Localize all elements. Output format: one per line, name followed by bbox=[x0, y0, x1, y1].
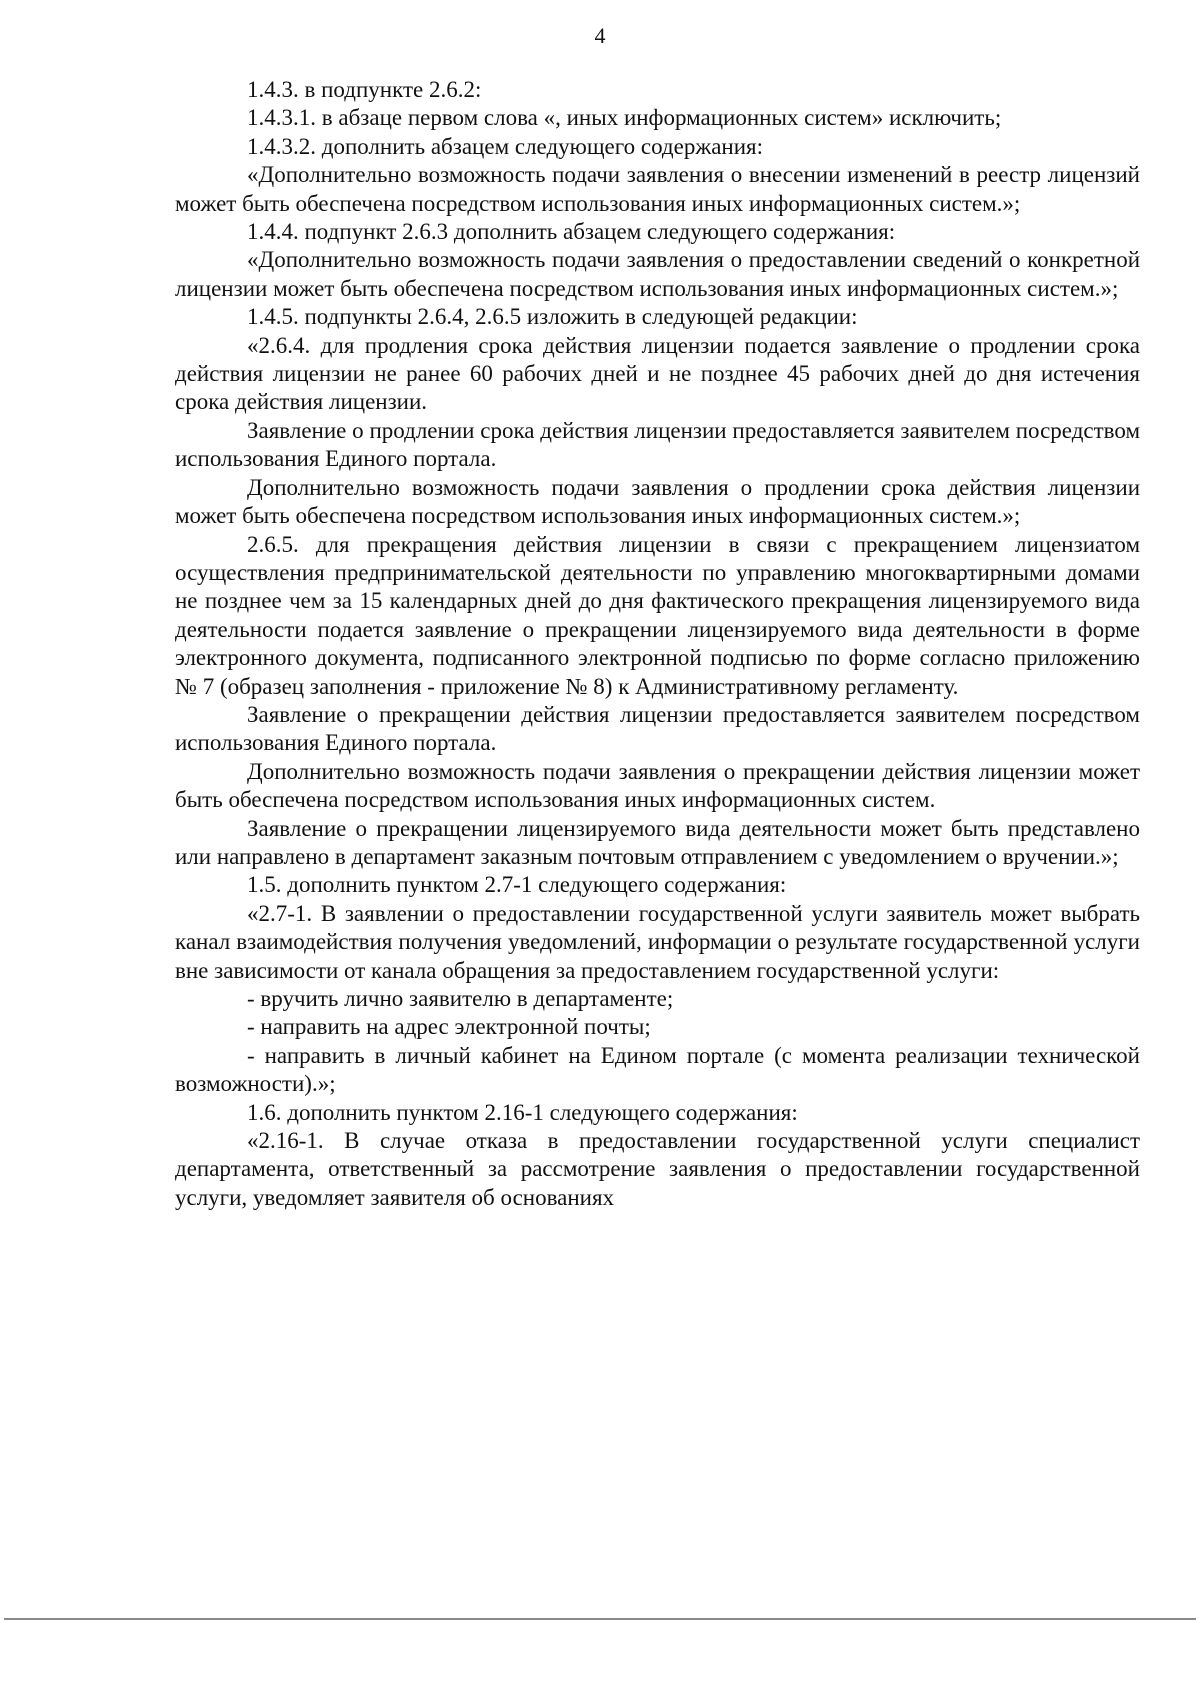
paragraph: «Дополнительно возможность подачи заявления о предоставлении сведений о конкретной лицензии может быть обеспечена посредством использования иных информационных систем.»; bbox=[175, 247, 1140, 301]
paragraph: «Дополнительно возможность подачи заявления о внесении изменений в реестр лицензий может быть обеспечена посредством использования иных информационных систем.»; bbox=[175, 162, 1140, 216]
document-body bbox=[175, 76, 1140, 1212]
paragraph: Дополнительно возможность подачи заявления о продлении срока действия лицензии может быть обеспечена посредством использования иных информационных систем.»; bbox=[175, 474, 1140, 529]
paragraph: «2.16-1. В случае отказа в предоставлении государственной услуги специалист департамента, ответственный за рассмотрение заявления о предоставлении государственной услуги, уведомляет заявителя об основаниях bbox=[175, 1128, 1140, 1210]
paragraph: - вручить лично заявителю в департаменте; bbox=[247, 986, 674, 1011]
paragraph: Заявление о продлении срока действия лицензии предоставляется заявителем посредством использования Единого портала. bbox=[175, 417, 1140, 472]
paragraph: 1.4.3. в подпункте 2.6.2: bbox=[247, 77, 482, 102]
paragraph: Заявление о прекращении лицензируемого вида деятельности может быть представлено или направлено в департамент заказным почтовым отправлением с уведомлением о вручении.»; bbox=[175, 815, 1140, 869]
paragraph: Дополнительно возможность подачи заявления о прекращении действия лицензии может быть обеспечена посредством использования иных информационных систем. bbox=[175, 758, 1140, 813]
paragraph: 1.4.4. подпункт 2.6.3 дополнить абзацем следующего содержания: bbox=[247, 219, 896, 245]
paragraph: «2.7-1. В заявлении о предоставлении государственной услуги заявитель может выбрать канал взаимодействия получения уведомлений, информации о результате государственной услуги вне зависимости от канала обращения за предоставлением государственной услуги: bbox=[175, 900, 1140, 983]
paragraph: «2.6.4. для продления срока действия лицензии подается заявление о продлении срока действия лицензии не ранее 60 рабочих дней и не позднее 45 рабочих дней до дня истечения срока действия лицензии. bbox=[175, 332, 1140, 415]
paragraph: 1.4.5. подпункты 2.6.4, 2.6.5 изложить в следующей редакции: bbox=[247, 304, 858, 330]
paragraph: 1.5. дополнить пунктом 2.7-1 следующего содержания: bbox=[247, 872, 787, 898]
paragraph: 2.6.5. для прекращения действия лицензии в связи с прекращением лицензиатом осуществления предпринимательской деятельности по управлению многоквартирными домами не позднее чем за 15 календарных дней до дня фактического прекращения лицензируемого вида деятельности подается заявление о прекращении лицензируемого вида деятельности в форме электронного документа, подписанного электронной подписью по форме согласно приложению № 7 (образец заполнения - приложение № 8) к Административному регламенту. bbox=[175, 531, 1140, 699]
page-number: 4 bbox=[594, 23, 606, 48]
paragraph: 1.4.3.1. в абзаце первом слова «, иных информационных систем» исключить; bbox=[247, 105, 1002, 131]
bottom-rule bbox=[4, 1618, 1196, 1620]
paragraph: - направить на адрес электронной почты; bbox=[247, 1014, 651, 1040]
paragraph: 1.4.3.2. дополнить абзацем следующего содержания: bbox=[247, 133, 764, 159]
paragraph: - направить в личный кабинет на Едином портале (с момента реализации технической возможности).»; bbox=[175, 1042, 1140, 1097]
paragraph: 1.6. дополнить пунктом 2.16-1 следующего содержания: bbox=[247, 1099, 798, 1125]
paragraph: Заявление о прекращении действия лицензии предоставляется заявителем посредством использования Единого портала. bbox=[175, 701, 1140, 756]
